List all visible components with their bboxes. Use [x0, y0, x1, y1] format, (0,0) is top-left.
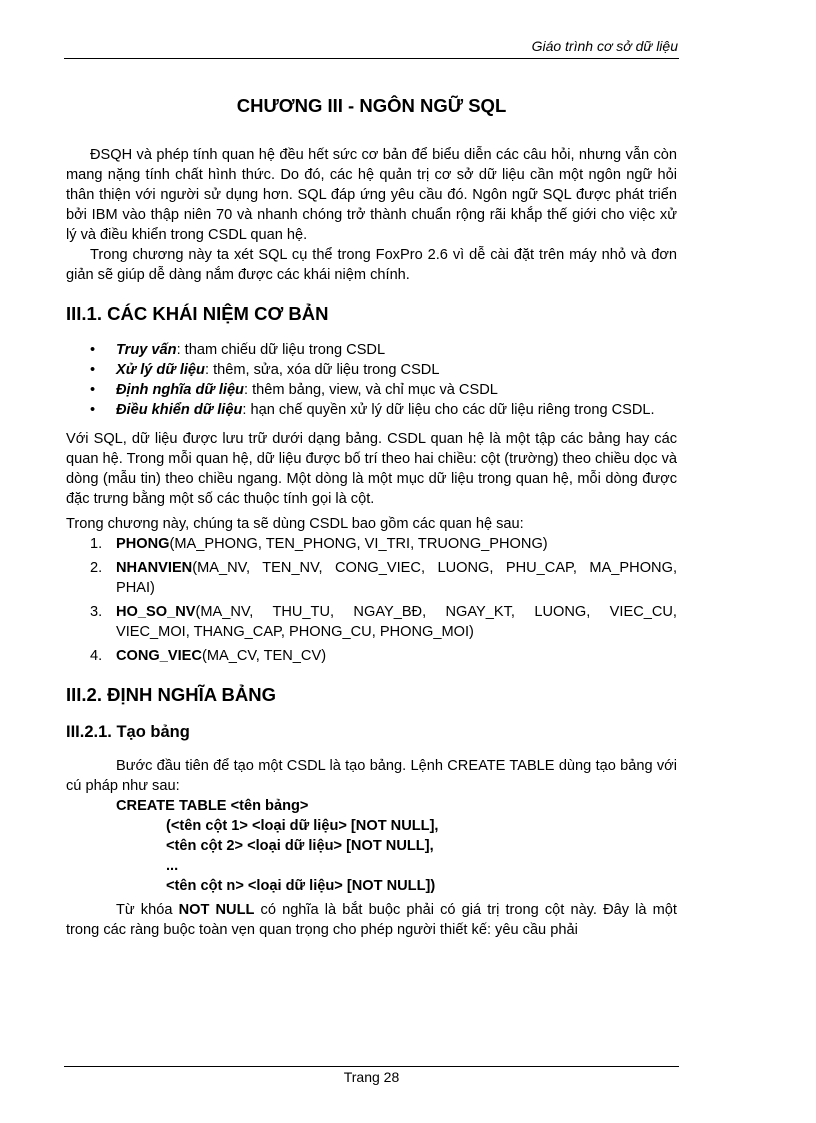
keyword-not-null: NOT NULL: [178, 902, 255, 918]
relation-attributes: (MA_NV, THU_TU, NGAY_BĐ, NGAY_KT, LUONG, VIEC_CU, VIEC_MOI, THANG_CAP, PHONG_CU, PHONG_MOI): [116, 604, 677, 640]
section-heading-2: III.2. ĐỊNH NGHĨA BẢNG: [66, 684, 277, 705]
concept-list: [66, 340, 677, 420]
bullet-text: : thêm, sửa, xóa dữ liệu trong CSDL: [204, 362, 440, 378]
paragraph-text: Từ khóa: [116, 902, 179, 918]
list-number: 1.: [90, 536, 103, 552]
list-number: 3.: [90, 604, 103, 620]
intro-paragraph-1: ĐSQH và phép tính quan hệ đều hết sức cơ bản để biểu diễn các câu hỏi, nhưng vẫn còn mang nặng tính chất hình thức. Do đó, các hệ quản trị cơ sở dữ liệu cần một ngôn ngữ hỏi thân thiện với người sử dụng hơn. SQL đáp ứng yêu cầu đó. Ngôn ngữ SQL được phát triển bởi IBM vào thập niên 70 và nhanh chóng trở thành chuẩn rộng rãi khắp thế giới cho việc xử lý và điều khiển trong CSDL quan hệ.: [66, 147, 677, 243]
syntax-line: <tên cột n> <loại dữ liệu> [NOT NULL]): [166, 878, 436, 894]
bullet-text: : thêm bảng, view, và chỉ mục và CSDL: [243, 382, 498, 398]
syntax-line: <tên cột 2> <loại dữ liệu> [NOT NULL],: [166, 838, 434, 854]
list-item: [66, 534, 677, 554]
bullet-text: : tham chiếu dữ liệu trong CSDL: [176, 342, 386, 358]
relation-attributes: (MA_NV, TEN_NV, CONG_VIEC, LUONG, PHU_CAP, MA_PHONG, PHAI): [116, 560, 677, 596]
bullet-icon: •: [90, 342, 96, 358]
bullet-text: : hạn chế quyền xử lý dữ liệu cho các dữ liệu riêng trong CSDL.: [242, 402, 655, 418]
list-item: [66, 380, 677, 400]
relation-list: [66, 534, 677, 666]
syntax-line: ...: [166, 858, 179, 874]
bullet-icon: •: [90, 362, 96, 378]
list-item: [66, 558, 677, 598]
list-item: [66, 400, 677, 420]
relation-attributes: (MA_CV, TEN_CV): [201, 648, 327, 664]
header-title: Giáo trình cơ sở dữ liệu: [531, 38, 678, 54]
list-item: [66, 340, 677, 360]
subsection-heading: III.2.1. Tạo bảng: [66, 723, 190, 741]
bullet-term: Định nghĩa dữ liệu: [116, 382, 244, 398]
relation-name: HO_SO_NV: [116, 604, 196, 620]
relation-attributes: (MA_PHONG, TEN_PHONG, VI_TRI, TRUONG_PHONG): [169, 536, 548, 552]
header-divider: [64, 58, 679, 59]
list-item: [66, 646, 677, 666]
bullet-icon: •: [90, 382, 96, 398]
footer-divider: [64, 1066, 679, 1067]
list-number: 4.: [90, 648, 103, 664]
bullet-term: Điều khiển dữ liệu: [116, 402, 243, 418]
page-number: Trang 28: [343, 1069, 400, 1085]
chapter-title: CHƯƠNG III - NGÔN NGỮ SQL: [236, 95, 507, 116]
list-number: 2.: [90, 560, 103, 576]
intro-paragraph-2: Trong chương này ta xét SQL cụ thể trong FoxPro 2.6 vì dễ cài đặt trên máy nhỏ và đơn giản sẽ giúp dễ dàng nắm được các khái niệm chính.: [66, 247, 677, 283]
section-heading-1: III.1. CÁC KHÁI NIỆM CƠ BẢN: [66, 303, 329, 324]
subsection-paragraph-2: [66, 900, 677, 940]
bullet-term: Xử lý dữ liệu: [116, 362, 205, 378]
syntax-line: CREATE TABLE <tên bảng>: [116, 798, 309, 814]
section1-paragraph-2: Trong chương này, chúng ta sẽ dùng CSDL bao gồm các quan hệ sau:: [66, 516, 524, 532]
relation-name: NHANVIEN: [116, 560, 193, 576]
list-item: [66, 602, 677, 642]
relation-name: CONG_VIEC: [116, 648, 202, 664]
bullet-icon: •: [90, 402, 96, 418]
syntax-line: (<tên cột 1> <loại dữ liệu> [NOT NULL],: [166, 818, 439, 834]
paragraph-text: có nghĩa là bắt buộc phải có giá trị trong cột này. Đây là một trong các ràng buộc toàn vẹn quan trọng cho phép người thiết kế: yêu cầu phải: [66, 902, 677, 938]
list-item: [66, 360, 677, 380]
relation-name: PHONG: [116, 536, 170, 552]
subsection-paragraph-1: Bước đầu tiên để tạo một CSDL là tạo bảng. Lệnh CREATE TABLE dùng tạo bảng với cú pháp như sau:: [66, 758, 677, 794]
bullet-term: Truy vấn: [116, 342, 177, 358]
section1-paragraph-1: Với SQL, dữ liệu được lưu trữ dưới dạng bảng. CSDL quan hệ là một tập các bảng hay các quan hệ. Trong mỗi quan hệ, dữ liệu được bố trí theo hai chiều: cột (trường) theo chiều dọc và dòng (mẫu tin) theo chiều ngang. Một dòng là một mục dữ liệu trong quan hệ, mỗi dòng được đặc trưng bằng một số các thuộc tính gọi là cột.: [66, 431, 677, 507]
document-body: [66, 145, 677, 940]
